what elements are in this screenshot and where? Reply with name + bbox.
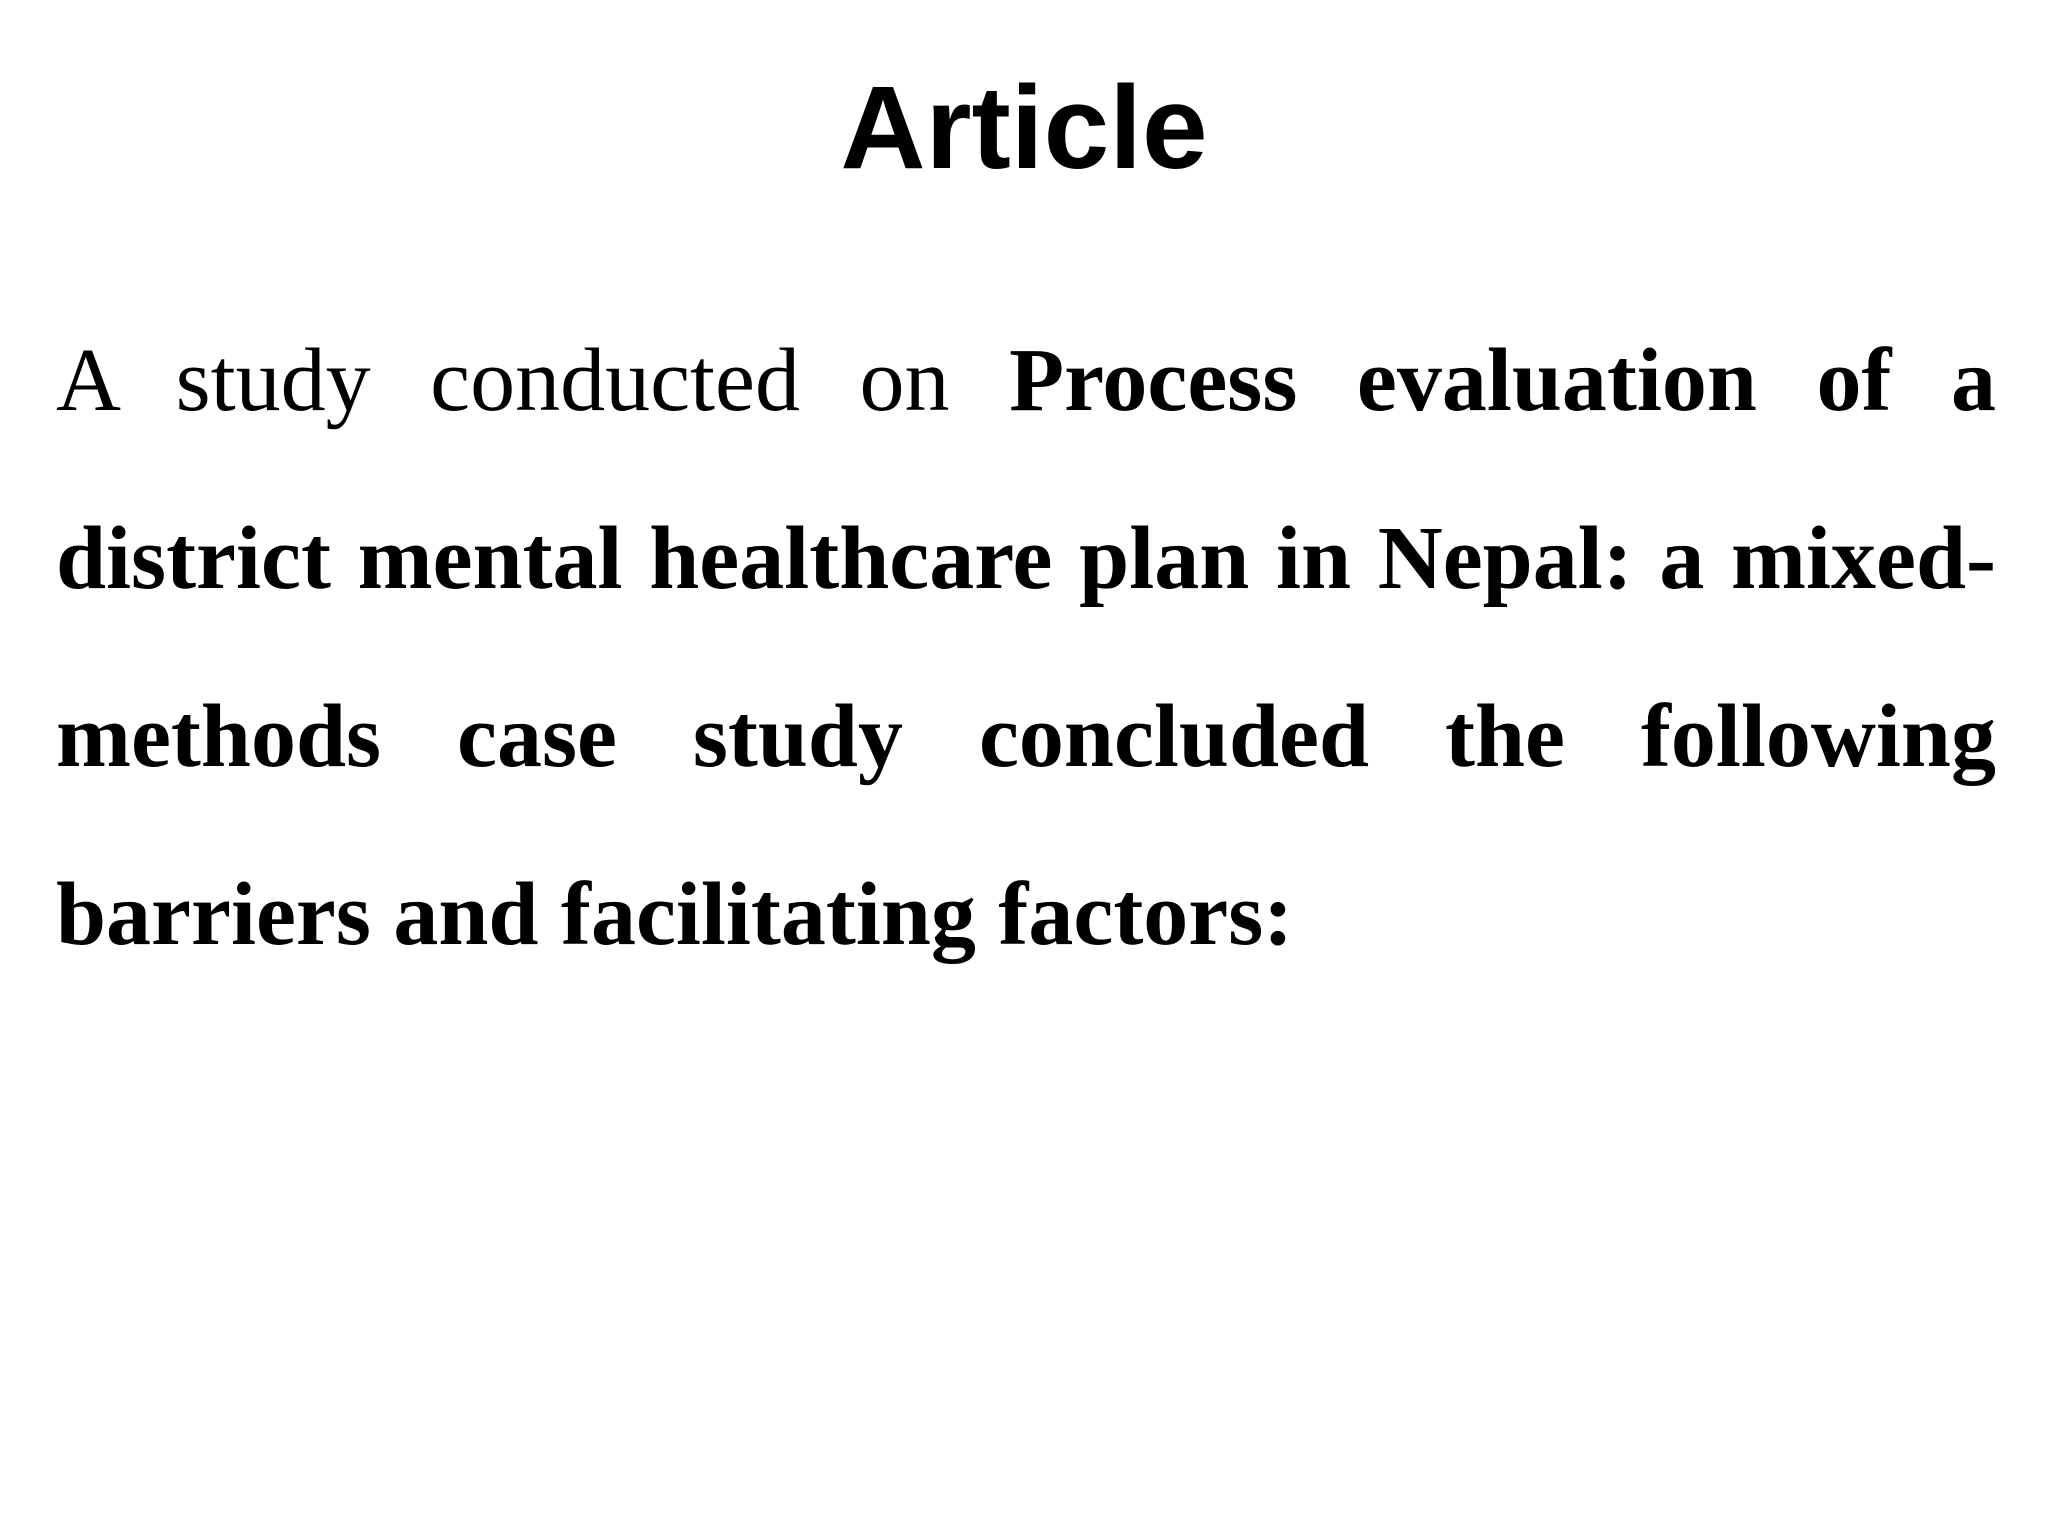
slide-title: Article xyxy=(840,62,1208,194)
body-conclusion-text: concluded the following barriers and facilitating factors: xyxy=(56,687,1996,964)
slide-body-paragraph xyxy=(56,292,1996,1004)
body-intro-text: A study conducted on xyxy=(56,331,1010,430)
study-title-text: Process evaluation of a district mental healthcare plan in Nepal: a mixed-methods case study xyxy=(56,331,1996,786)
